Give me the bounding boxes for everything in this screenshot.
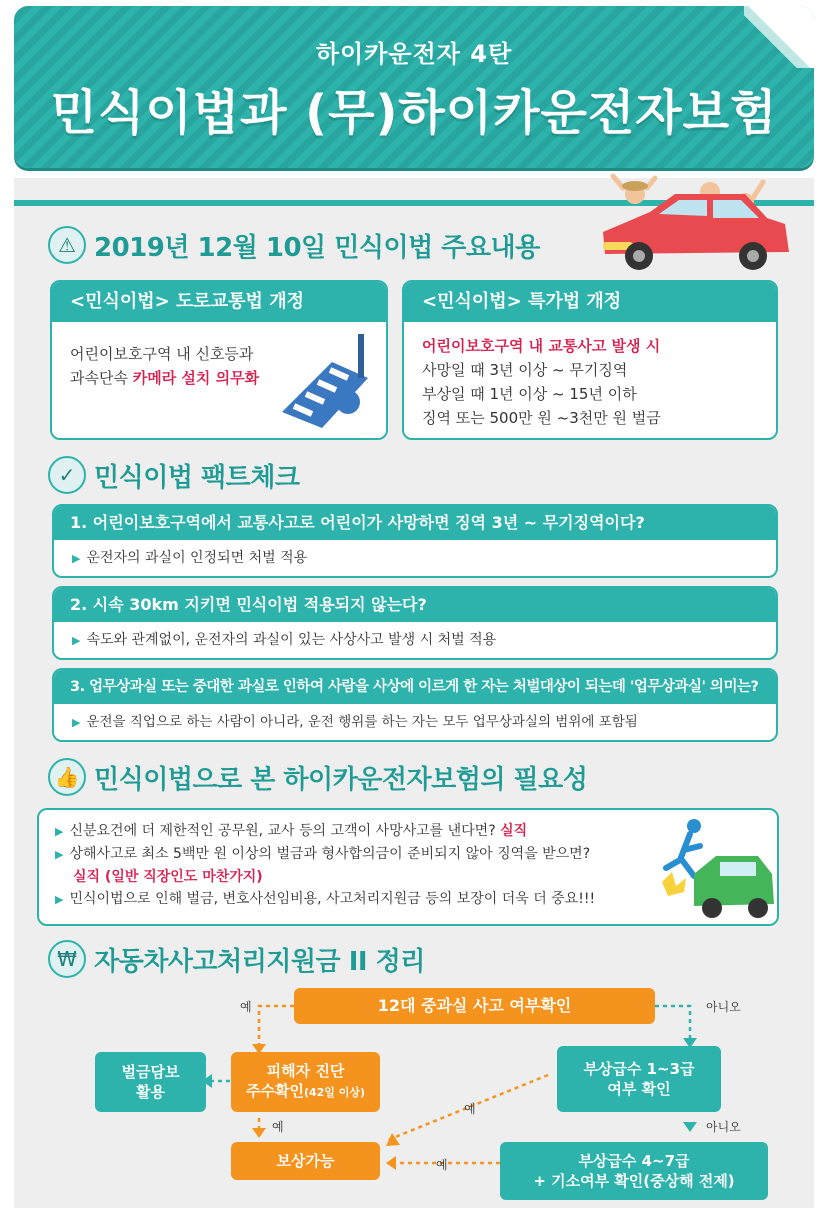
card-line: 어린이보호구역 내 교통사고 발생 시 xyxy=(422,337,661,355)
card-line: 징역 또는 500만 원 ~3천만 원 벌금 xyxy=(422,409,661,427)
flow-step-injury-grade-4-7: 부상급수 4~7급 + 기소여부 확인(중상해 전제) xyxy=(500,1142,768,1200)
flow-label-yes: 예 xyxy=(464,1102,476,1116)
banner-subtitle: 하이카운전자 4탄 xyxy=(315,40,513,68)
triangle-bullet-icon: ▶ xyxy=(72,634,81,647)
flow-label-yes: 예 xyxy=(272,1120,284,1134)
card-line: 사망일 때 3년 이상 ~ 무기징역 xyxy=(422,361,628,379)
card-line: 부상일 때 1년 이상 ~ 15년 이하 xyxy=(422,385,637,403)
section-title: 2019년 12월 10일 민식이법 주요내용 xyxy=(94,232,540,263)
necessity-item: ▶ 민식이법으로 인해 벌금, 변호사선임비용, 사고처리지원금 등의 보장이 더욱 더 중요!!! xyxy=(55,891,596,907)
flow-label-no: 아니오 xyxy=(706,1000,741,1014)
necessity-item: ▶ 상해사고로 최소 5백만 원 이상의 벌금과 형사합의금이 준비되지 않아 징역을 받으면? xyxy=(55,846,591,862)
checklist-icon: ✓ xyxy=(48,456,86,494)
section-title: 자동차사고처리지원금 II 정리 xyxy=(94,946,425,977)
money-note-icon: ₩ xyxy=(48,940,86,978)
section-title: 민식이법으로 본 하이카운전자보험의 필요성 xyxy=(94,764,588,795)
car-crash-icon: ⚠ xyxy=(48,226,86,264)
flow-label-no: 아니오 xyxy=(706,1120,741,1134)
flow-step-victim-diagnosis: 피해자 진단 주수확인(42일 이상) xyxy=(231,1052,380,1112)
flow-step-injury-grade-1-3: 부상급수 1~3급 여부 확인 xyxy=(557,1046,721,1112)
thumbs-up-icon: 👍 xyxy=(48,758,86,796)
factcheck-question: 3. 업무상과실 또는 중대한 과실로 인하여 사람을 사상에 이르게 한 자는 처벌대상이 되는데 '업무상과실' 의미는? xyxy=(54,670,776,704)
card-title: <민식이법> 도로교통법 개정 xyxy=(52,282,386,322)
factcheck-answer: ▶ 운전자의 과실이 인정되면 처벌 적용 xyxy=(72,550,308,566)
card-title: <민식이법> 특가법 개정 xyxy=(404,282,776,322)
triangle-bullet-icon: ▶ xyxy=(55,848,64,861)
flow-step-compensation-possible: 보상가능 xyxy=(231,1142,380,1180)
flow-label-yes: 예 xyxy=(240,1000,252,1014)
necessity-item-continued: 실직 (일반 직장인도 마찬가지) xyxy=(73,869,263,885)
flow-step-fine-coverage: 벌금담보 활용 xyxy=(95,1052,206,1112)
flow-label-yes: 예 xyxy=(436,1158,448,1172)
factcheck-answer: ▶ 운전을 직업으로 하는 사람이 아니라, 운전 행위를 하는 자는 모두 업무상과실의 범위에 포함됨 xyxy=(72,714,638,730)
factcheck-question: 1. 어린이보호구역에서 교통사고로 어린이가 사망하면 징역 3년 ~ 무기징역이다? xyxy=(54,506,776,540)
triangle-bullet-icon: ▶ xyxy=(55,825,64,838)
flow-step-serious-negligence: 12대 중과실 사고 여부확인 xyxy=(294,988,655,1024)
card-line: 과속단속 카메라 설치 의무화 xyxy=(70,369,260,387)
banner-title: 민식이법과 (무)하이카운전자보험 xyxy=(50,85,778,141)
necessity-item: ▶ 신분요건에 더 제한적인 공무원, 교사 등의 고객이 사망사고를 낸다면? 실직 xyxy=(55,823,528,839)
factcheck-question: 2. 시속 30km 지키면 민식이법 적용되지 않는다? xyxy=(54,588,776,622)
triangle-bullet-icon: ▶ xyxy=(72,552,81,565)
card-line: 어린이보호구역 내 신호등과 xyxy=(70,345,254,363)
triangle-bullet-icon: ▶ xyxy=(55,893,64,906)
section-title: 민식이법 팩트체크 xyxy=(94,462,300,493)
triangle-bullet-icon: ▶ xyxy=(72,716,81,729)
factcheck-answer: ▶ 속도와 관계없이, 운전자의 과실이 있는 사상사고 발생 시 처벌 적용 xyxy=(72,632,497,648)
